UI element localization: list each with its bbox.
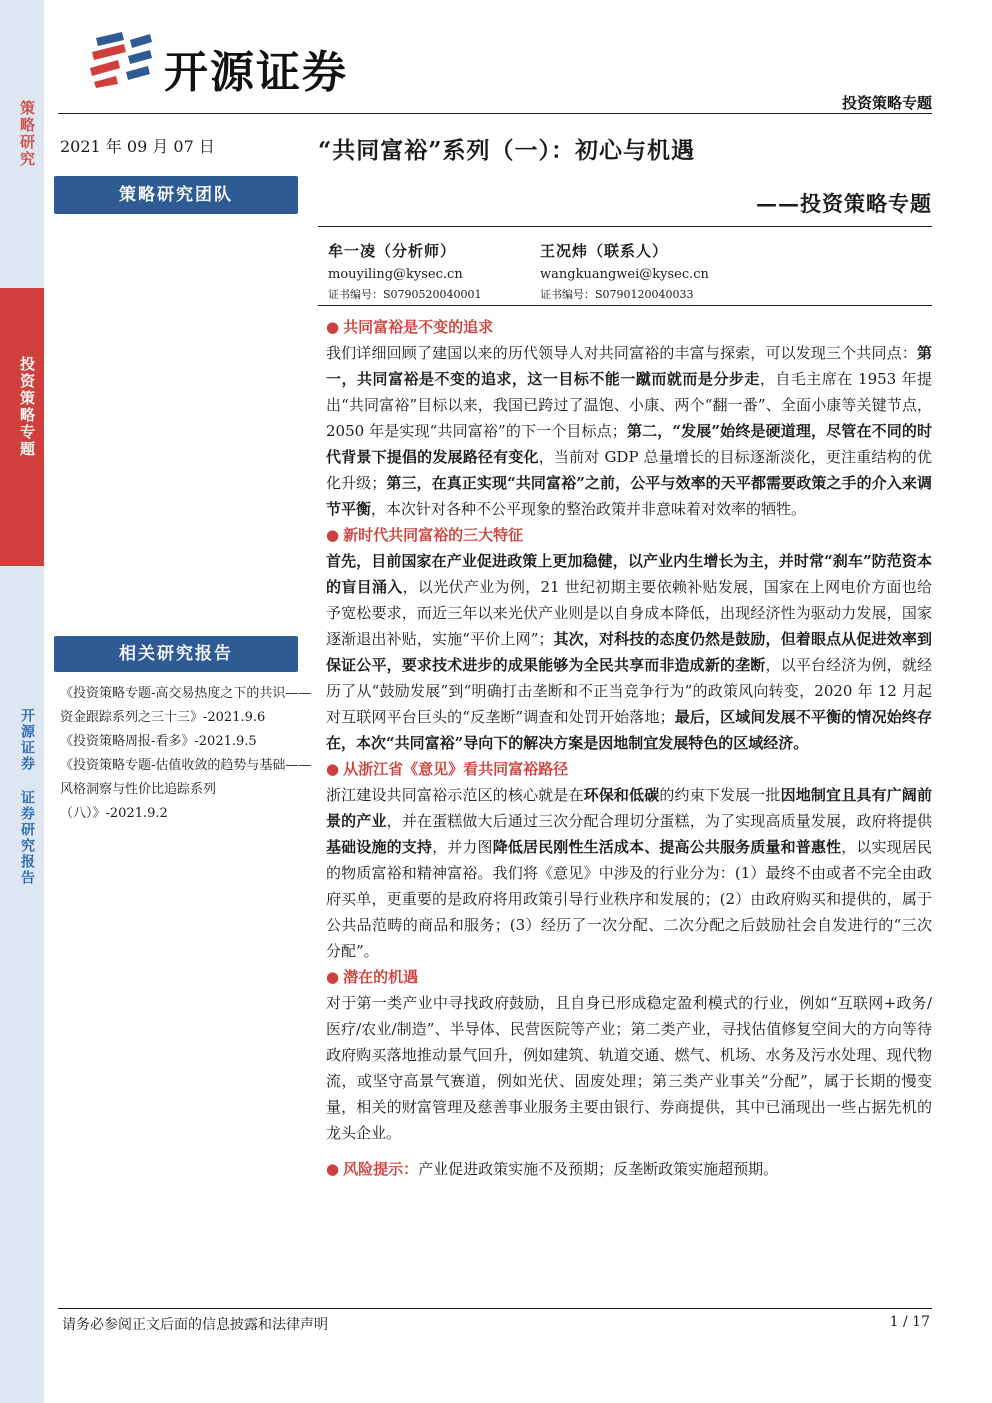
analyst-name: 王况炜（联系人） [540, 242, 669, 260]
side-label-strategy: 策略研究 [18, 100, 36, 168]
analyst-name: 牟一凌（分析师） [328, 242, 457, 260]
analyst-1 [328, 240, 482, 302]
section-heading-4: ● 潜在的机遇 [326, 968, 419, 986]
report-type-tag: 投资策略专题 [841, 94, 932, 112]
team-label-box: 策略研究团队 [54, 176, 298, 214]
section-paragraph-1: 我们详细回顾了建国以来的历代领导人对共同富裕的丰富与探索，可以发现三个共同点：第一，共同富裕是不变的追求，这一目标不能一蹴而就而是分步走，自毛主席在 1953 年提出“共同富裕”目标以来，我国已跨过了温饱、小康、两个“翻一番”、全面小康等关键节点，2050 年是实现“共同富裕”的下一个目标点；第二，“发展”始终是硬道理，尽管在不同的时代背景下提倡的发展路径有变化，当前对 GDP 总量增长的目标逐渐淡化，更注重结构的优化升级；第三，在真正实现“共同富裕”之前，公平与效率的天平都需要政策之手的介入来调节平衡，本次针对各种不公平现象的整治政策并非意味着对效率的牺牲。 [326, 344, 933, 518]
footer-disclaimer: 请务必参阅正文后面的信息披露和法律声明 [62, 1317, 328, 1333]
analyst-email[interactable]: wangkuangwei@kysec.cn [540, 267, 709, 282]
related-report-item[interactable]: 《投资策略专题-高交易热度之下的共识——资金跟踪系列之三十三》-2021.9.6 [60, 686, 312, 725]
page-number: 1 / 17 [889, 1314, 930, 1330]
section-heading-3: ● 从浙江省《意见》看共同富裕路径 [326, 760, 569, 778]
brand-logo-icon [88, 30, 154, 88]
related-report-item[interactable]: 《投资策略专题-估值收敛的趋势与基础——风格洞察与性价比追踪系列（八）》-2021.9.2 [60, 758, 312, 821]
analyst-2 [540, 240, 709, 302]
report-date: 2021 年 09 月 07 日 [60, 137, 215, 156]
title-divider [318, 226, 932, 227]
related-report-item[interactable]: 《投资策略周报-看多》-2021.9.5 [60, 734, 257, 749]
section-heading-2: ● 新时代共同富裕的三大特征 [326, 526, 524, 544]
section-paragraph-3: 浙江建设共同富裕示范区的核心就是在环保和低碳的约束下发展一批因地制宜且具有广阔前景的产业，并在蛋糕做大后通过三次分配合理切分蛋糕，为了实现高质量发展，政府将提供基础设施的支持，并力图降低居民刚性生活成本、提高公共服务质量和普惠性，以实现居民的物质富裕和精神富裕。我们将《意见》中涉及的行业分为：(1）最终不由或者不完全由政府买单，更重要的是政府将用政策引导行业秩序和发展的；(2）由政府购买和提供的，属于公共品范畴的商品和服务；(3）经历了一次分配、二次分配之后鼓励社会自发进行的“三次分配”。 [326, 786, 932, 960]
related-reports-list [60, 682, 312, 826]
bullet-icon: ● [326, 318, 340, 336]
analyst-cert: 证书编号：S0790120040033 [540, 288, 694, 301]
side-label-topic: 投资策略专题 [18, 356, 36, 458]
risk-heading: ● 风险提示： [326, 1160, 419, 1178]
header-divider [58, 113, 932, 114]
report-body [326, 314, 932, 1182]
bullet-icon: ● [326, 526, 340, 544]
report-title: “共同富裕”系列（一）：初心与机遇 [318, 137, 695, 164]
section-heading-1: ● 共同富裕是不变的追求 [326, 318, 494, 336]
bullet-icon: ● [326, 1160, 340, 1178]
bullet-icon: ● [326, 760, 340, 778]
side-label-brand: 开源证券 证券研究报告 [19, 708, 35, 886]
analyst-email[interactable]: mouyiling@kysec.cn [328, 267, 463, 282]
analyst-cert: 证书编号：S0790520040001 [328, 288, 482, 301]
analyst-divider [318, 305, 932, 306]
risk-text: 产业促进政策实施不及预期；反垄断政策实施超预期。 [418, 1160, 779, 1178]
brand-logo [88, 30, 388, 98]
related-reports-label: 相关研究报告 [54, 636, 298, 672]
bullet-icon: ● [326, 968, 340, 986]
section-paragraph-2: 首先，目前国家在产业促进政策上更加稳健，以产业内生增长为主，并时常“刹车”防范资本的盲目涌入，以光伏产业为例，21 世纪初期主要依赖补贴发展，国家在上网电价方面也给予宽松要求，而近三年以来光伏产业则是以自身成本降低，出现经济性为驱动力发展，国家逐渐退出补贴，实施“平价上网”；其次，对科技的态度仍然是鼓励，但着眼点从促进效率到保证公平，要求技术进步的成果能够为全民共享而非造成新的垄断，以平台经济为例，就经历了从“鼓励发展”到“明确打击垄断和不正当竞争行为”的政策风向转变，2020 年 12 月起对互联网平台巨头的“反垄断”调查和处罚开始落地；最后，区域间发展不平衡的情况始终存在，本次“共同富裕”导向下的解决方案是因地制宜发展特色的区域经济。 [326, 552, 932, 752]
brand-name: 开源证券 [164, 47, 348, 98]
section-paragraph-4: 对于第一类产业中寻找政府鼓励，且自身已形成稳定盈利模式的行业，例如“互联网+政务/医疗/农业/制造”、半导体、民营医院等产业；第二类产业，寻找估值修复空间大的方向等待政府购买落地推动景气回升，例如建筑、轨道交通、燃气、机场、水务及污水处理、现代物流，或坚守高景气赛道，例如光伏、固废处理；第三类产业事关“分配”，属于长期的慢变量，相关的财富管理及慈善事业服务主要由银行、券商提供，其中已涌现出一些占据先机的龙头企业。 [326, 994, 932, 1142]
report-subtitle: ——投资策略专题 [756, 191, 932, 216]
footer-divider [58, 1308, 932, 1309]
risk-notice [326, 1156, 932, 1182]
